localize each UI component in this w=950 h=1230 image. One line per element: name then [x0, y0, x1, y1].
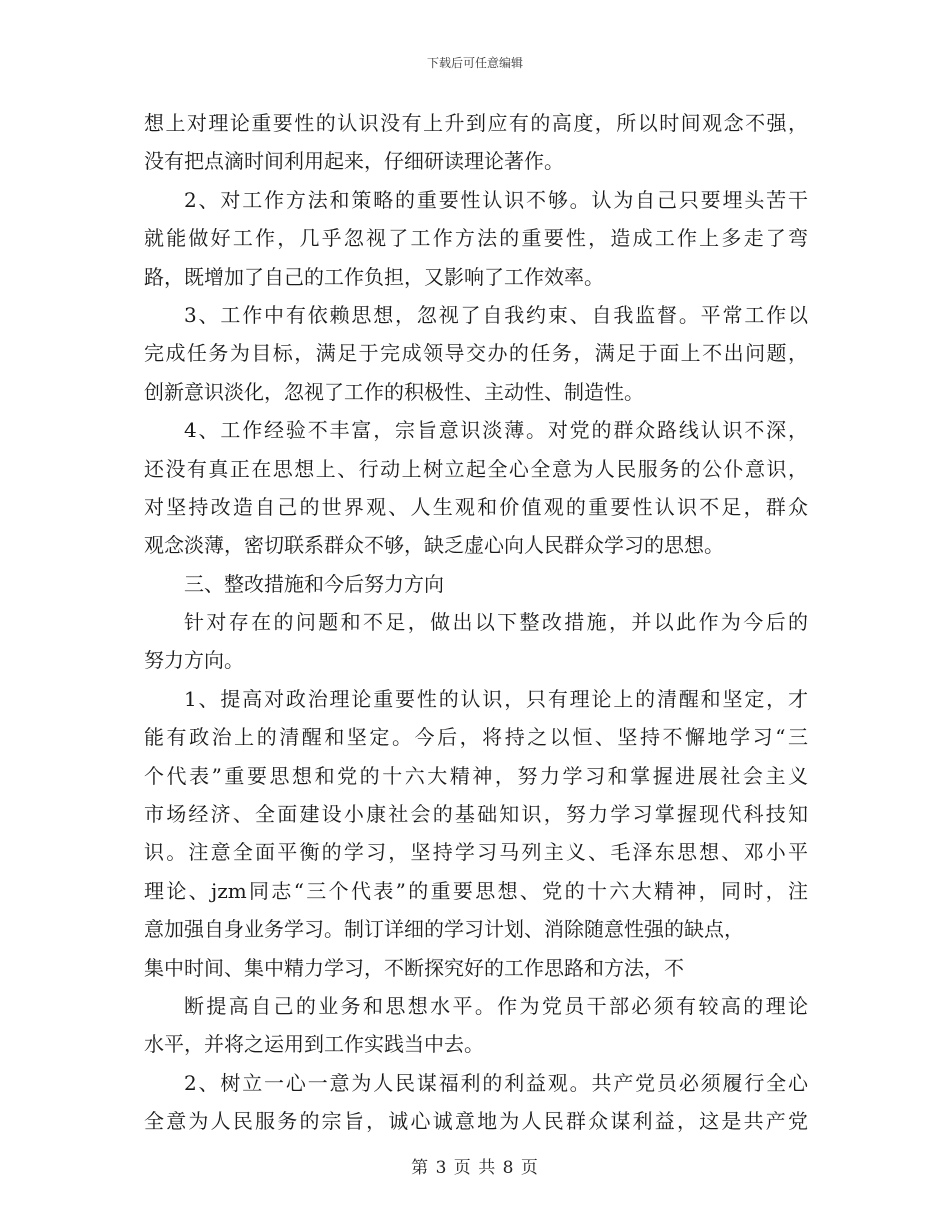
text-line: 全意为人民服务的宗旨，诚心诚意地为人民群众谋利益，这是共产党 — [144, 1109, 808, 1134]
text-line: 2、对工作方法和策略的重要性认识不够。认为自己只要埋头苦干 — [184, 187, 808, 212]
text-line: 还没有真正在思想上、行动上树立起全心全意为人民服务的公仆意识， — [144, 456, 808, 481]
text-line: 集中时间、集中精力学习，不断探究好的工作思路和方法，不 — [144, 955, 684, 980]
document-body — [144, 104, 808, 1141]
text-line: 意加强自身业务学习。制订详细的学习计划、消除随意性强的缺点， — [144, 917, 744, 942]
text-line: 想上对理论重要性的认识没有上升到应有的高度，所以时间观念不强， — [144, 111, 808, 135]
text-line: 4、工作经验不丰富，宗旨意识淡薄。对党的群众路线认识不深， — [184, 418, 808, 443]
text-line: 断提高自己的业务和思想水平。作为党员干部必须有较高的理论 — [184, 993, 808, 1018]
text-line: 创新意识淡化，忽视了工作的积极性、主动性、制造性。 — [144, 379, 644, 404]
page-header-note: 下载后可任意编辑 — [426, 56, 523, 70]
text-line: 2、树立一心一意为人民谋福利的利益观。共产党员必须履行全心 — [184, 1070, 808, 1095]
text-line: 努力方向。 — [144, 648, 244, 673]
text-line: 3、工作中有依赖思想，忽视了自我约束、自我监督。平常工作以 — [184, 302, 808, 327]
text-line: 能有政治上的清醒和坚定。今后，将持之以恒、坚持不懈地学习“三 — [144, 725, 808, 750]
text-line: 就能做好工作，几乎忽视了工作方法的重要性，造成工作上多走了弯 — [144, 226, 808, 251]
text-line: 市场经济、全面建设小康社会的基础知识，努力学习掌握现代科技知 — [144, 802, 808, 827]
text-line: 识。注意全面平衡的学习，坚持学习马列主义、毛泽东思想、邓小平 — [144, 840, 808, 865]
text-line: 针对存在的问题和不足，做出以下整改措施，并以此作为今后的 — [184, 610, 808, 635]
text-line: 理论、jzm同志“三个代表”的重要思想、党的十六大精神，同时，注 — [144, 878, 808, 903]
text-line: 观念淡薄，密切联系群众不够，缺乏虚心向人民群众学习的思想。 — [144, 533, 724, 558]
text-line: 个代表”重要思想和党的十六大精神，努力学习和掌握进展社会主义 — [144, 763, 808, 788]
text-line: 水平，并将之运用到工作实践当中去。 — [144, 1032, 484, 1057]
text-line: 完成任务为目标，满足于完成领导交办的任务，满足于面上不出问题， — [144, 341, 808, 366]
text-line: 路，既增加了自己的工作负担，又影响了工作效率。 — [144, 264, 604, 289]
section-heading: 三、整改措施和今后努力方向 — [184, 571, 444, 596]
text-line: 对坚持改造自己的世界观、人生观和价值观的重要性认识不足，群众 — [144, 494, 808, 519]
text-line: 没有把点滴时间利用起来，仔细研读理论著作。 — [144, 149, 564, 174]
text-line: 1、提高对政治理论重要性的认识，只有理论上的清醒和坚定，才 — [184, 686, 808, 711]
page-number-footer: 第 3 页 共 8 页 — [411, 1158, 539, 1178]
